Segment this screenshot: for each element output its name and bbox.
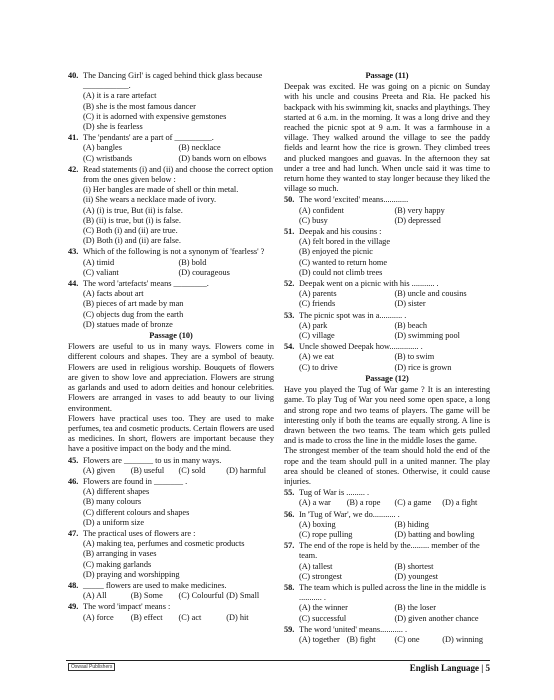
option-a: (A) All [83,591,107,601]
option-d: (D) bands worn on elbows [178,153,267,163]
option-d: (D) Both (i) and (ii) are false. [83,236,181,246]
statement-i: (i) Her bangles are made of shell or thin metal. [83,185,239,195]
option-a: (A) (i) is true, But (ii) is false. [83,205,183,215]
option-c: (C) act [178,612,202,622]
option-c: (C) successful [299,613,347,623]
option-b: (B) very happy [394,205,445,215]
option-d: (D) she is fearless [83,122,143,132]
question-text: Flowers are _______ to us in many ways. [83,455,222,465]
option-d: (D) could not climb trees [299,267,383,277]
option-d: (D) winning [442,634,484,644]
question-number: 57. [284,541,295,551]
option-c: (C) Both (i) and (ii) are true. [83,226,178,236]
option-b: (B) useful [130,465,165,475]
question-number: 51. [284,227,295,237]
option-a: (A) parents [299,289,337,299]
question-52 [284,279,490,310]
option-b: (B) fight [346,634,376,644]
option-d: (D) youngest [394,571,439,581]
option-a: (A) force [83,612,114,622]
question-text: The Dancing Girl' is caged behind thick glass because ___________. [83,71,263,91]
footer-subject [410,663,490,673]
question-42 [68,165,274,247]
question-40 [68,71,274,132]
option-a: (A) bangles [83,143,122,153]
question-58 [284,583,490,624]
option-a: (A) confident [299,205,344,215]
option-d: (D) hit [226,612,249,622]
passage-10-paragraph-1: Flowers are useful to us in many ways. Flowers come in different colours and shapes. They are a symbol of beauty. Flowers are used in religious worship. Bouquets of flowers are given to show love and appreciation. Flowers are strung as garlands and used to adorn deities and honour celebrities. Flowers are arranged in vases to add beauty to our living environment. [68,342,274,413]
option-c: (C) valiant [83,267,119,277]
question-text: In 'Tug of War', we do........... . [299,509,400,519]
question-48 [68,581,274,601]
option-d: (D) courageous [178,267,230,277]
question-text: _____ flowers are used to make medicines. [83,580,227,590]
question-text: The end of the rope is held by the......... member of the team. [299,541,480,561]
right-column [284,70,490,645]
option-d: (D) batting and bowling [394,529,475,539]
option-d: (D) harmful [226,465,267,475]
subject-label: English Language | [409,663,484,673]
question-59 [284,625,490,645]
option-b: (B) necklace [178,143,221,153]
option-b: (B) bold [178,257,207,267]
question-text: The word 'united' means........... . [299,624,408,634]
option-a: (A) felt bored in the village [299,237,391,247]
option-b: (B) the loser [394,603,436,613]
question-number: 53. [284,310,295,320]
option-b: (B) to swim [394,352,435,362]
option-a: (A) tallest [299,561,333,571]
option-c: (C) village [299,331,335,341]
option-a: (A) it is a rare artefact [83,91,157,101]
option-b: (B) shortest [394,561,434,571]
question-text: Deepak and his cousins : [299,227,382,237]
question-number: 54. [284,342,295,352]
question-53 [284,311,490,342]
option-a: (A) park [299,320,328,330]
question-51 [284,227,490,278]
question-text: The picnic spot was in a........... . [299,310,407,320]
option-c: (C) one [394,634,420,644]
question-56 [284,510,490,541]
statement-ii: (ii) She wears a necklace made of ivory. [83,195,217,205]
option-c: (C) a game [394,498,432,508]
option-c: (C) strongest [299,571,343,581]
option-b: (B) uncle and cousins [394,289,467,299]
option-a: (A) a war [299,498,331,508]
question-number: 42. [68,164,79,174]
passage-10-title: Passage (10) [149,331,193,341]
question-number: 43. [68,247,79,257]
question-43 [68,247,274,278]
question-number: 44. [68,279,79,289]
option-c: (C) to drive [299,362,338,372]
option-b: (B) beach [394,320,427,330]
question-55 [284,488,490,508]
question-number: 59. [284,624,295,634]
publisher-logo: Oswaal Publishers [68,663,115,671]
question-50 [284,195,490,226]
option-c: (C) wristbands [83,153,133,163]
option-b: (B) arranging in vases [83,549,157,559]
page-number: 5 [485,663,490,673]
question-text: Which of the following is not a synonym of 'fearless' ? [83,247,265,257]
left-column [68,70,274,623]
option-a: (A) given [83,465,116,475]
option-a: (A) different shapes [83,487,150,497]
passage-11-text: Deepak was excited. He was going on a picnic on Sunday with his uncle and cousins Preeta and Ria. He packed his backpack with his swimming kit, snacks and playthings. They started at 6 a.m. in the morning. It was a long drive and they reached the picnic spot at 9 a.m. It was a farmhouse in a village. They walked around the village to see the paddy fields and learnt how the rice is grown. They climbed trees and plucked mangoes and guavas. In the afternoon they sat under a tree and had lunch. When uncle said it was time to return home they wanted to stay longer because they liked the village so much. [284,82,490,194]
question-54 [284,342,490,373]
question-number: 45. [68,455,79,465]
question-number: 46. [68,476,79,486]
option-c: (C) objects dug from the earth [83,309,184,319]
question-number: 41. [68,133,79,143]
option-d: (D) swimming pool [394,331,460,341]
question-number: 40. [68,71,79,80]
question-text: The word 'excited' means............ [299,195,409,205]
question-number: 49. [68,602,79,612]
option-b: (B) many colours [83,497,142,507]
option-c: (C) making garlands [83,559,152,569]
question-number: 52. [284,279,295,289]
footer-divider [66,660,490,661]
question-text: The practical uses of flowers are : [83,528,196,538]
question-41 [68,133,274,164]
option-a: (A) we eat [299,352,335,362]
option-b: (B) a rope [346,498,381,508]
option-a: (A) making tea, perfumes and cosmetic products [83,539,245,549]
passage-12-paragraph-1: Have you played the Tug of War game ? It is an interesting game. To play Tug of War you need some open space, a long and strong rope and two teams of players. The game will be interesting only if both the teams are equally strong. A line is drawn between the two teams. The team which gets pulled and is made to cross the line in the middle loses the game. [284,385,490,446]
option-c: (C) busy [299,215,328,225]
passage-12-paragraph-2: The strongest member of the team should hold the end of the rope and the team should pull in a united manner. The play area should be cleaned of stones. Otherwise, it could cause injuries. [284,446,490,486]
option-d: (D) statues made of bronze [83,319,173,329]
question-text: Read statements (i) and (ii) and choose the correct option from the ones given below : [83,164,274,185]
option-d: (D) sister [394,299,426,309]
question-text: The word 'artefacts' means ________. [83,279,209,289]
option-d: (D) a fight [442,498,478,508]
question-number: 55. [284,488,295,498]
option-b: (B) Some [130,591,163,601]
option-b: (B) (ii) is true, but (i) is false. [83,215,181,225]
question-49 [68,602,274,622]
question-text: The word 'impact' means : [83,602,171,612]
option-a: (A) timid [83,257,115,267]
question-number: 47. [68,528,79,538]
option-d: (D) depressed [394,215,441,225]
option-c: (C) friends [299,299,336,309]
question-text: Uncle showed Deepak how.............. . [299,342,423,352]
option-c: (C) Colourful [178,591,224,601]
option-a: (A) the winner [299,603,348,613]
option-c: (C) rope pulling [299,529,353,539]
question-number: 56. [284,509,295,519]
question-text: Tug of War is ......... . [299,488,370,498]
option-a: (A) boxing [299,519,336,529]
option-d: (D) rice is grown [394,362,452,372]
question-47 [68,529,274,580]
question-number: 48. [68,580,79,590]
passage-10-paragraph-2: Flowers have practical uses too. They are used to make perfumes, tea and cosmetic products. Certain flowers are used as medicines. In short, flowers are important because they have a positive impact on the body and the mind. [68,413,274,454]
question-text: Deepak went on a picnic with his ........... . [299,279,439,289]
option-b: (B) effect [130,612,163,622]
question-text: The team which is pulled across the line in the middle is ........... . [299,582,486,603]
question-number: 50. [284,195,295,205]
passage-11-title: Passage (11) [365,71,409,80]
question-text: The 'pendants' are a part of _________. [83,133,214,143]
passage-12-title: Passage (12) [365,373,409,383]
question-text: Flowers are found in _______ . [83,476,188,486]
question-46 [68,477,274,528]
question-44 [68,279,274,330]
option-c: (C) different colours and shapes [83,507,190,517]
option-b: (B) hiding [394,519,429,529]
option-c: (C) wanted to return home [299,257,388,267]
question-45 [68,456,274,476]
option-d: (D) given another chance [394,613,479,623]
option-c: (C) sold [178,465,206,475]
option-d: (D) Small [226,591,260,601]
option-a: (A) together [299,634,340,644]
option-d: (D) praying and worshipping [83,569,180,579]
option-b: (B) pieces of art made by man [83,299,184,309]
question-number: 58. [284,582,295,592]
question-57 [284,541,490,582]
option-b: (B) enjoyed the picnic [299,247,373,257]
option-b: (B) she is the most famous dancer [83,101,196,111]
option-d: (D) a uniform size [83,517,145,527]
option-a: (A) facts about art [83,289,144,299]
option-c: (C) it is adorned with expensive gemstones [83,111,227,121]
